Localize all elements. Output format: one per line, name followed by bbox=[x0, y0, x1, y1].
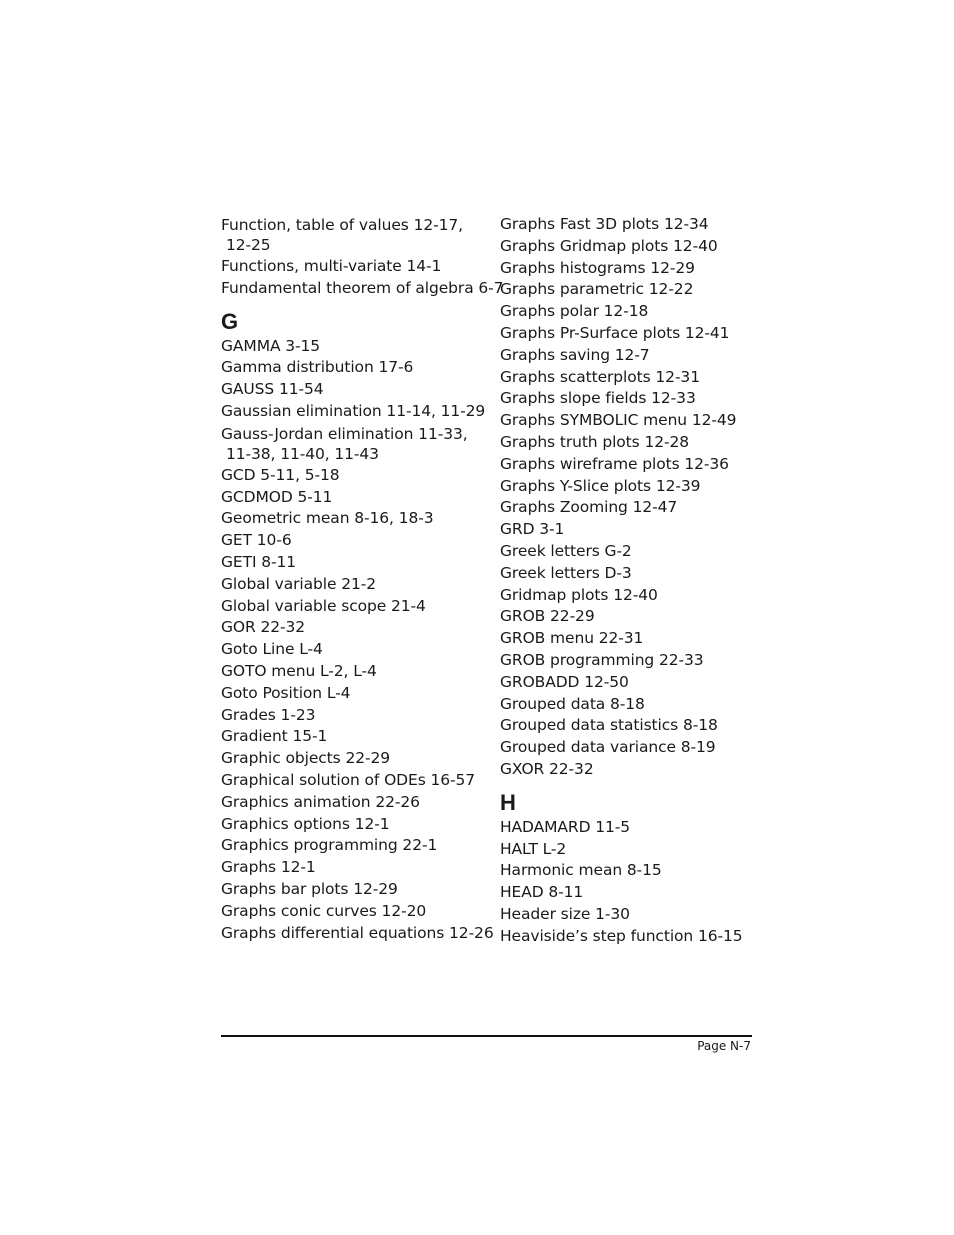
index-entry bbox=[221, 552, 491, 574]
index-entry-text: Graphs Fast 3D plots 12-34 bbox=[500, 215, 709, 233]
index-entry-text: GCD 5-11, 5-18 bbox=[221, 465, 340, 484]
index-entry-text: Global variable 21-2 bbox=[221, 574, 377, 593]
left-main-entries bbox=[221, 336, 494, 945]
index-entry bbox=[221, 278, 504, 300]
index-entry-text: Graphs parametric 12-22 bbox=[500, 280, 694, 299]
footer-rule bbox=[221, 1035, 752, 1037]
index-entry bbox=[500, 585, 760, 607]
index-entry-text: Graphs Zooming 12-47 bbox=[500, 498, 678, 517]
index-entry-text: Graphical solution of ODEs 16-57 bbox=[221, 770, 476, 789]
index-entry-text: Gamma distribution 17-6 bbox=[221, 358, 414, 377]
index-entry-text: Global variable scope 21-4 bbox=[221, 596, 426, 615]
index-entry bbox=[500, 367, 760, 389]
index-entry bbox=[500, 432, 760, 454]
index-entry bbox=[500, 904, 760, 926]
index-entry-text: Goto Position L-4 bbox=[221, 683, 351, 702]
index-entry bbox=[221, 661, 491, 683]
index-entry bbox=[500, 882, 760, 904]
index-entry bbox=[500, 476, 760, 498]
index-entry bbox=[500, 563, 760, 585]
index-entry bbox=[221, 705, 491, 727]
index-entry-text: Grouped data variance 8-19 bbox=[500, 738, 716, 757]
index-entry bbox=[221, 901, 491, 923]
index-entry-text: Gauss-Jordan elimination 11-33, bbox=[221, 424, 468, 443]
index-entry bbox=[500, 410, 760, 432]
index-entry bbox=[221, 508, 491, 530]
index-entry-text: Gridmap plots 12-40 bbox=[500, 585, 658, 604]
index-entry bbox=[221, 792, 491, 814]
index-entry bbox=[500, 214, 760, 236]
index-entry bbox=[221, 336, 491, 358]
index-entry-text: Grouped data 8-18 bbox=[500, 694, 645, 713]
index-entry bbox=[221, 465, 491, 487]
index-entry bbox=[221, 726, 491, 748]
index-entry-text: Function, table of values 12-17, bbox=[221, 216, 463, 234]
index-entry bbox=[221, 617, 491, 639]
index-entry bbox=[221, 923, 494, 945]
index-entry bbox=[221, 379, 491, 401]
index-entry bbox=[500, 345, 760, 367]
index-entry-text: Greek letters G-2 bbox=[500, 541, 632, 560]
index-entry bbox=[221, 683, 491, 705]
index-entry bbox=[221, 770, 491, 792]
index-entry bbox=[500, 694, 760, 716]
index-entry bbox=[221, 814, 491, 836]
index-entry-text: GET 10-6 bbox=[221, 531, 292, 550]
index-entry bbox=[500, 737, 760, 759]
index-entry-text: Graphics options 12-1 bbox=[221, 814, 390, 833]
index-entry-text: Graphs 12-1 bbox=[221, 858, 316, 877]
index-entry bbox=[500, 454, 760, 476]
index-entry-text: Graphs saving 12-7 bbox=[500, 345, 650, 364]
index-entry-text: GCDMOD 5-11 bbox=[221, 487, 333, 506]
index-entry bbox=[500, 301, 760, 323]
index-entry bbox=[221, 487, 491, 509]
index-entry-text: GAMMA 3-15 bbox=[221, 336, 321, 355]
index-entry-continuation: 12-25 bbox=[226, 236, 271, 254]
index-entry-text: Graphs Gridmap plots 12-40 bbox=[500, 236, 718, 255]
index-entry-text: Graphs polar 12-18 bbox=[500, 302, 649, 321]
page-number: Page N-7 bbox=[697, 1039, 751, 1053]
index-entry bbox=[221, 214, 491, 256]
index-entry-text: Geometric mean 8-16, 18-3 bbox=[221, 509, 434, 528]
index-entry bbox=[500, 519, 760, 541]
index-entry bbox=[221, 879, 491, 901]
index-entry-text: Graphs wireframe plots 12-36 bbox=[500, 454, 729, 473]
index-entry-text: Fundamental theorem of algebra 6-7 bbox=[221, 278, 504, 297]
index-entry-text: GOR 22-32 bbox=[221, 618, 306, 637]
index-entry bbox=[221, 256, 491, 278]
index-entry bbox=[500, 279, 760, 301]
index-entry-text: Gaussian elimination 11-14, 11-29 bbox=[221, 401, 486, 420]
index-entry-text: Graphs conic curves 12-20 bbox=[221, 901, 427, 920]
index-entry-text: GROB programming 22-33 bbox=[500, 650, 704, 669]
index-entry bbox=[500, 839, 760, 861]
index-entry bbox=[500, 715, 760, 737]
index-entry-text: HADAMARD 11-5 bbox=[500, 817, 631, 836]
index-entry-text: Graphics programming 22-1 bbox=[221, 836, 438, 855]
index-entry-text: Graphic objects 22-29 bbox=[221, 749, 391, 768]
index-entry bbox=[221, 357, 491, 379]
left-index-column bbox=[221, 214, 504, 944]
index-entry-text: Header size 1-30 bbox=[500, 904, 630, 923]
index-entry-text: GXOR 22-32 bbox=[500, 759, 594, 778]
index-entry-text: Heaviside’s step function 16-15 bbox=[500, 926, 743, 945]
index-entry-text: Gradient 15-1 bbox=[221, 727, 328, 746]
index-entry-text: HALT L-2 bbox=[500, 839, 567, 858]
index-entry-text: Graphs Pr-Surface plots 12-41 bbox=[500, 323, 730, 342]
index-entry-text: GROB 22-29 bbox=[500, 607, 595, 626]
index-entry-text: Greek letters D-3 bbox=[500, 563, 632, 582]
index-entry-text: GRD 3-1 bbox=[500, 520, 565, 539]
index-entry-text: GOTO menu L-2, L-4 bbox=[221, 661, 377, 680]
index-entry bbox=[500, 650, 760, 672]
index-entry bbox=[221, 530, 491, 552]
index-entry bbox=[500, 606, 760, 628]
index-entry-text: Graphs Y-Slice plots 12-39 bbox=[500, 476, 701, 495]
index-entry bbox=[221, 639, 491, 661]
right-index-column bbox=[500, 214, 760, 948]
index-entry-text: Graphs truth plots 12-28 bbox=[500, 432, 689, 451]
index-entry bbox=[500, 759, 760, 781]
index-entry-text: HEAD 8-11 bbox=[500, 883, 584, 902]
index-entry-text: Grades 1-23 bbox=[221, 705, 316, 724]
section-heading-h: H bbox=[500, 789, 516, 815]
index-entry bbox=[500, 926, 760, 948]
index-entry bbox=[500, 497, 760, 519]
index-entry bbox=[500, 388, 760, 410]
index-entry bbox=[500, 236, 760, 258]
index-entry-text: Graphs differential equations 12-26 bbox=[221, 923, 494, 942]
index-entry-text: GROB menu 22-31 bbox=[500, 629, 644, 648]
index-entry-text: Functions, multi-variate 14-1 bbox=[221, 257, 442, 275]
index-entry-text: GROBADD 12-50 bbox=[500, 672, 629, 691]
index-entry bbox=[221, 835, 491, 857]
index-entry bbox=[221, 574, 491, 596]
left-top-entries bbox=[221, 214, 504, 300]
index-entry-text: Goto Line L-4 bbox=[221, 640, 323, 659]
index-entry-text: Graphs SYMBOLIC menu 12-49 bbox=[500, 411, 737, 430]
index-entry bbox=[500, 628, 760, 650]
index-entry bbox=[221, 423, 491, 465]
index-entry bbox=[221, 748, 491, 770]
index-entry-text: Harmonic mean 8-15 bbox=[500, 861, 662, 880]
section-heading-g: G bbox=[221, 308, 239, 334]
index-entry bbox=[221, 401, 491, 423]
index-entry bbox=[500, 817, 760, 839]
index-entry bbox=[500, 541, 760, 563]
index-entry bbox=[500, 860, 760, 882]
index-entry bbox=[500, 672, 760, 694]
index-entry-text: Graphs bar plots 12-29 bbox=[221, 879, 398, 898]
right-top-entries bbox=[500, 214, 760, 781]
index-entry-text: Graphics animation 22-26 bbox=[221, 792, 420, 811]
index-entry-text: GAUSS 11-54 bbox=[221, 380, 324, 399]
index-entry bbox=[500, 258, 760, 280]
index-entry-text: GETI 8-11 bbox=[221, 552, 297, 571]
index-entry bbox=[500, 323, 760, 345]
index-entry-text: Graphs scatterplots 12-31 bbox=[500, 367, 700, 386]
index-entry bbox=[221, 596, 491, 618]
index-entry bbox=[221, 857, 491, 879]
right-main-entries bbox=[500, 817, 760, 948]
index-entry-text: Graphs histograms 12-29 bbox=[500, 258, 695, 277]
index-entry-text: Grouped data statistics 8-18 bbox=[500, 716, 718, 735]
index-entry-text: Graphs slope fields 12-33 bbox=[500, 389, 696, 408]
index-entry-continuation: 11-38, 11-40, 11-43 bbox=[226, 444, 379, 463]
